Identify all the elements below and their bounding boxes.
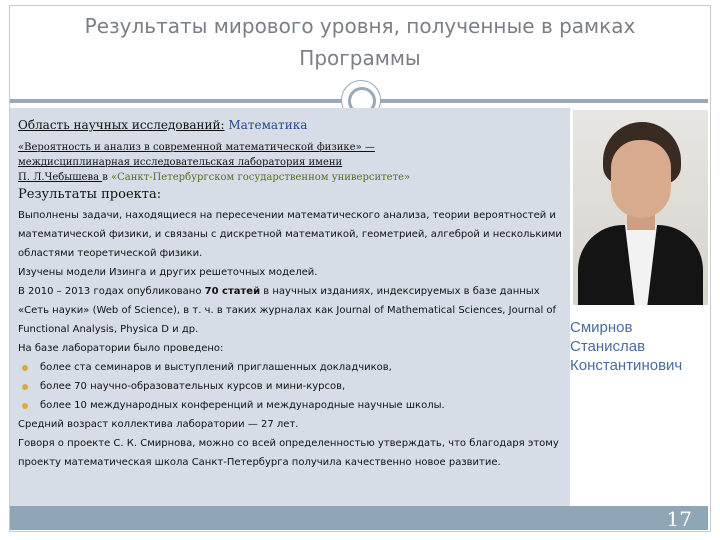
research-area-value: Математика	[228, 118, 308, 132]
lab-name: П. Л.Чебышева	[18, 172, 103, 183]
lab-in: в	[102, 172, 112, 183]
slide-body	[18, 118, 563, 472]
results-heading-colon: :	[156, 187, 162, 202]
person-patronymic: Константинович	[570, 357, 683, 374]
lab-line-3	[18, 170, 563, 185]
person-name	[570, 318, 710, 375]
results-paragraph-5: Средний возраст коллектива лаборатории — 27 лет.	[18, 419, 299, 430]
list-item: более 70 научно-образовательных курсов и мини-курсов,	[18, 377, 563, 396]
list-item: более 10 международных конференций и международные научные школы.	[18, 396, 563, 415]
lab-description	[18, 140, 563, 185]
title-line-2: Программы	[299, 46, 421, 70]
results-heading-text: Результаты проекта	[18, 187, 157, 202]
results-p3-end: в научных изданиях, индексируемых в базе данных «Сеть науки» (Web of Science), в т. ч. в таких журналах как Journal of Mathematical Sciences, Journal of Functional Analysis, Physica D и др.	[18, 286, 557, 335]
results-paragraph-6: Говоря о проекте С. К. Смирнова, можно со всей определенностью утверждать, что благодаря этому проекту математическая школа Санкт-Петербурга получила качественно новое развитие.	[18, 438, 559, 468]
slide-title	[20, 10, 700, 74]
research-area	[18, 118, 563, 132]
person-surname: Смирнов	[570, 319, 633, 336]
person-first-name: Станислав	[570, 338, 646, 355]
list-item: более ста семинаров и выступлений приглашенных докладчиков,	[18, 358, 563, 377]
results-p3-bold: 70 статей	[204, 286, 261, 297]
results-paragraph-3	[18, 282, 563, 339]
page-number: 17	[666, 507, 692, 531]
title-line-1: Результаты мирового уровня, полученные в рамках	[84, 14, 636, 38]
results-paragraph-4: На базе лаборатории было проведено:	[18, 343, 224, 354]
results-paragraph-2: Изучены модели Изинга и других решеточных моделей.	[18, 267, 318, 278]
results-p3-start: В 2010 – 2013 годах опубликовано	[18, 286, 205, 297]
lab-organization: «Санкт-Петербургском государственном университете»	[111, 172, 411, 183]
footer-bar	[10, 506, 708, 530]
results-paragraph-1: Выполнены задачи, находящиеся на пересечении математического анализа, теории вероятностей и математической физики, и связаны с дискретной математикой, геометрией, алгеброй и несколькими областями теоретической физики.	[18, 210, 562, 259]
lab-line-2: междисциплинарная исследовательская лаборатория имени	[18, 157, 343, 168]
lab-line-1: «Вероятность и анализ в современной математической физике» —	[18, 142, 375, 153]
portrait-photo	[573, 110, 708, 305]
results-body	[18, 206, 563, 472]
research-area-label: Область научных исследований:	[18, 118, 225, 132]
results-heading	[18, 187, 563, 202]
